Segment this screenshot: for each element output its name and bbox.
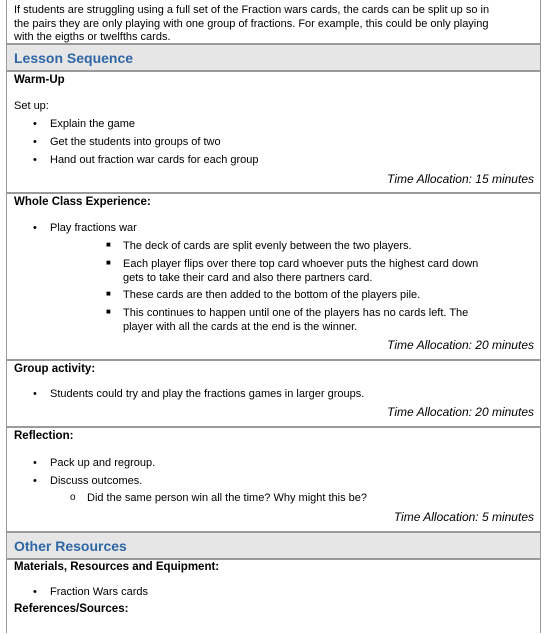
bullet-icon: • — [33, 154, 37, 166]
intro-text: If students are struggling using a full set of the Fraction wars cards, the cards can be split up so in the pairs they are only playing with one group of fractions. For example, this could be only playing with the eigths or twelfths cards. — [14, 4, 490, 43]
bullet-icon: • — [33, 475, 37, 487]
intro-cell — [6, 0, 541, 44]
whole-class-subitem: The deck of cards are split evenly between the two players. — [123, 240, 412, 252]
bullet-icon: • — [33, 586, 37, 598]
group-activity-time-allocation: Time Allocation: 20 minutes — [387, 405, 534, 419]
group-activity-item: Students could try and play the fractions games in larger groups. — [50, 388, 365, 400]
whole-class-subitem: These cards are then added to the bottom of the players pile. — [123, 289, 421, 301]
warmup-cell — [6, 71, 541, 193]
whole-class-subitem: Each player flips over there top card whoever puts the highest card down gets to take their card and also there partners card. — [123, 258, 479, 284]
warmup-item: Get the students into groups of two — [50, 136, 221, 148]
bullet-icon: • — [33, 136, 37, 148]
bullet-icon: • — [33, 222, 37, 234]
bullet-icon: • — [33, 388, 37, 400]
whole-class-item: Play fractions war — [50, 222, 137, 234]
warmup-time-allocation: Time Allocation: 15 minutes — [387, 172, 534, 186]
materials-title: Materials, Resources and Equipment: — [14, 561, 220, 573]
square-bullet-icon: ■ — [106, 258, 111, 267]
whole-class-title: Whole Class Experience: — [14, 196, 151, 208]
other-resources-heading: Other Resources — [14, 537, 127, 554]
square-bullet-icon: ■ — [106, 307, 111, 316]
reflection-subitem: Did the same person win all the time? Why might this be? — [87, 492, 368, 504]
whole-class-cell — [6, 193, 541, 360]
lesson-sequence-header — [6, 44, 541, 71]
reflection-title: Reflection: — [14, 430, 74, 442]
warmup-item: Explain the game — [50, 118, 135, 130]
lesson-sequence-heading: Lesson Sequence — [14, 49, 134, 66]
square-bullet-icon: ■ — [106, 240, 111, 249]
whole-class-time-allocation: Time Allocation: 20 minutes — [387, 338, 534, 352]
square-bullet-icon: ■ — [106, 289, 111, 298]
warmup-item: Hand out fraction war cards for each group — [50, 154, 259, 166]
bullet-icon: • — [33, 118, 37, 130]
materials-cell — [6, 559, 541, 633]
whole-class-subitem: This continues to happen until one of the players has no cards left. The player with all the cards at the end is the winner. — [123, 307, 469, 333]
warmup-setup-label: Set up: — [14, 100, 49, 112]
references-title: References/Sources: — [14, 603, 129, 615]
group-activity-cell — [6, 360, 541, 427]
reflection-time-allocation: Time Allocation: 5 minutes — [393, 510, 534, 524]
warmup-title: Warm-Up — [14, 74, 65, 86]
group-activity-title: Group activity: — [14, 363, 96, 375]
circle-bullet-icon: o — [70, 492, 76, 503]
other-resources-header — [6, 532, 541, 559]
bullet-icon: • — [33, 457, 37, 469]
reflection-item: Discuss outcomes. — [50, 475, 143, 487]
reflection-cell — [6, 427, 541, 532]
materials-item: Fraction Wars cards — [50, 586, 149, 598]
reflection-item: Pack up and regroup. — [50, 457, 156, 469]
